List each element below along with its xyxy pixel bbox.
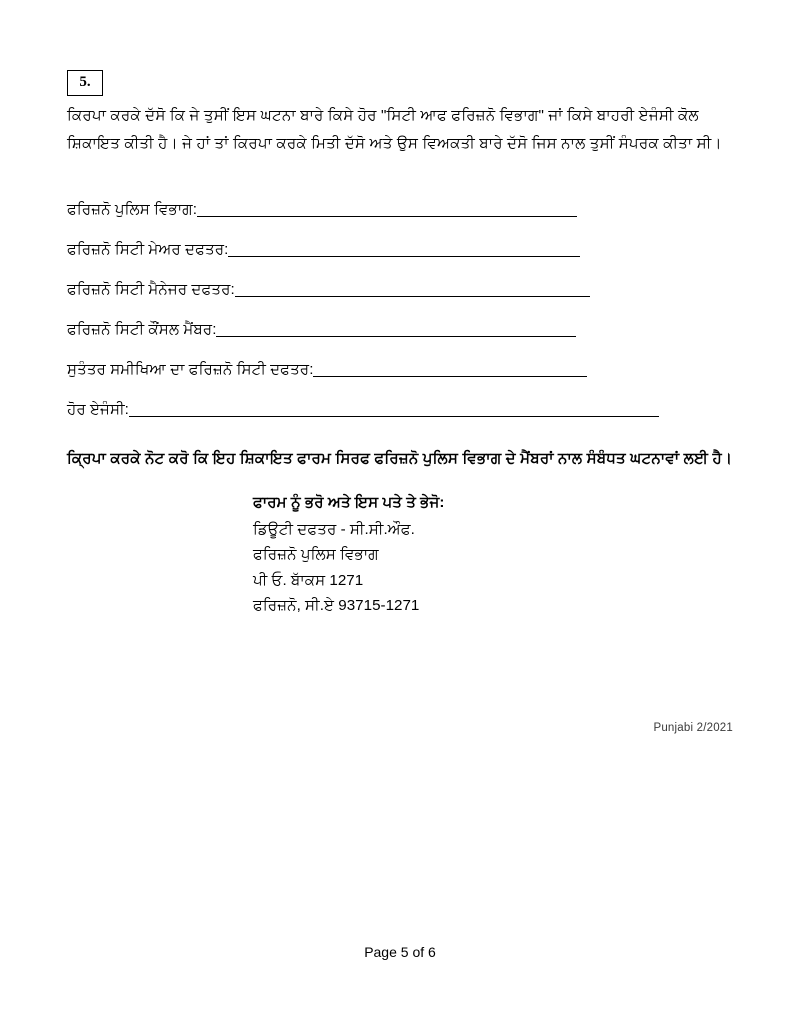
form-field-rule[interactable]: [129, 415, 659, 417]
form-field-police-department[interactable]: [67, 180, 733, 220]
form-field-label: ਸੁਤੰਤਰ ਸਮੀਖਿਆ ਦਾ ਫਰਿਜ਼ਨੋ ਸਿਟੀ ਦਫਤਰ:: [67, 360, 314, 378]
form-field-independent-review-office[interactable]: [67, 340, 733, 380]
form-field-rule[interactable]: [313, 375, 587, 377]
important-note-paragraph: ਕ੍ਰਿਪਾ ਕਰਕੇ ਨੋਟ ਕਰੋ ਕਿ ਇਹ ਸ਼ਿਕਾਇਤ ਫਾਰਮ ਸਿਰਫ ਫਰਿਜ਼ਨੋ ਪੁਲਿਸ ਵਿਭਾਗ ਦੇ ਮੈਂਬਰਾਂ ਨਾਲ ਸੰਬੰਧਤ ਘਟਨਾਵਾਂ ਲਈ ਹੈ।: [67, 449, 733, 467]
form-field-rule[interactable]: [216, 335, 576, 337]
form-field-label: ਫਰਿਜ਼ਨੋ ਸਿਟੀ ਮੈਨੇਜਰ ਦਫਤਰ:: [67, 280, 235, 298]
language-version-stamp: Punjabi 2/2021: [653, 722, 733, 734]
mailing-address-line: ਫਰਿਜ਼ਨੋ, ਸੀ.ਏ 93715-1271: [253, 597, 420, 615]
question-number-box: 5.: [67, 70, 103, 96]
form-field-rule[interactable]: [228, 255, 580, 257]
form-field-label: ਫਰਿਜ਼ਨੋ ਸਿਟੀ ਮੇਅਰ ਦਫਤਰ:: [67, 240, 229, 258]
mailing-address-block: [253, 490, 733, 619]
question-intro-paragraph: ਕਿਰਪਾ ਕਰਕੇ ਦੱਸੋ ਕਿ ਜੇ ਤੁਸੀਂ ਇਸ ਘਟਨਾ ਬਾਰੇ ਕਿਸੇ ਹੋਰ "ਸਿਟੀ ਆਫ ਫਰਿਜ਼ਨੋ ਵਿਭਾਗ" ਜਾਂ ਕਿਸੇ ਬਾਹਰੀ ਏਜੰਸੀ ਕੋਲ ਸ਼ਿਕਾਇਤ ਕੀਤੀ ਹੈ। ਜੇ ਹਾਂ ਤਾਂ ਕਿਰਪਾ ਕਰਕੇ ਮਿਤੀ ਦੱਸੋ ਅਤੇ ਉਸ ਵਿਅਕਤੀ ਬਾਰੇ ਦੱਸੋ ਜਿਸ ਨਾਲ ਤੁਸੀਂ ਸੰਪਰਕ ਕੀਤਾ ਸੀ।: [67, 106, 722, 152]
form-fields-list: [67, 180, 733, 420]
form-field-label: ਹੋਰ ਏਜੰਸੀ:: [67, 400, 129, 418]
mailing-address-line: ਪੀ ਓ. ਬਾੱਕਸ 1271: [253, 571, 364, 589]
mailing-address-line: ਫਰਿਜ਼ਨੋ ਪੁਲਿਸ ਵਿਭਾਗ: [253, 546, 379, 564]
form-field-city-manager-office[interactable]: [67, 260, 733, 300]
page-number-footer: Page 5 of 6: [364, 944, 436, 960]
form-field-other-agency[interactable]: [67, 380, 733, 420]
form-field-mayor-office[interactable]: [67, 220, 733, 260]
form-field-label: ਫਰਿਜ਼ਨੋ ਪੁਲਿਸ ਵਿਭਾਗ:: [67, 200, 197, 218]
mailing-address-line: ਡਿਊਟੀ ਦਫਤਰ - ਸੀ.ਸੀ.ਔਫ.: [253, 520, 415, 538]
mailing-address-heading: ਫਾਰਮ ਨੂੰ ਭਰੋ ਅਤੇ ਇਸ ਪਤੇ ਤੇ ਭੇਜੋ:: [253, 494, 445, 512]
form-field-label: ਫਰਿਜ਼ਨੋ ਸਿਟੀ ਕੌਂਸਲ ਮੈਂਬਰ:: [67, 320, 217, 338]
form-field-rule[interactable]: [235, 295, 590, 297]
page-content: [67, 70, 733, 619]
form-field-city-council-member[interactable]: [67, 300, 733, 340]
form-field-rule[interactable]: [197, 215, 577, 217]
